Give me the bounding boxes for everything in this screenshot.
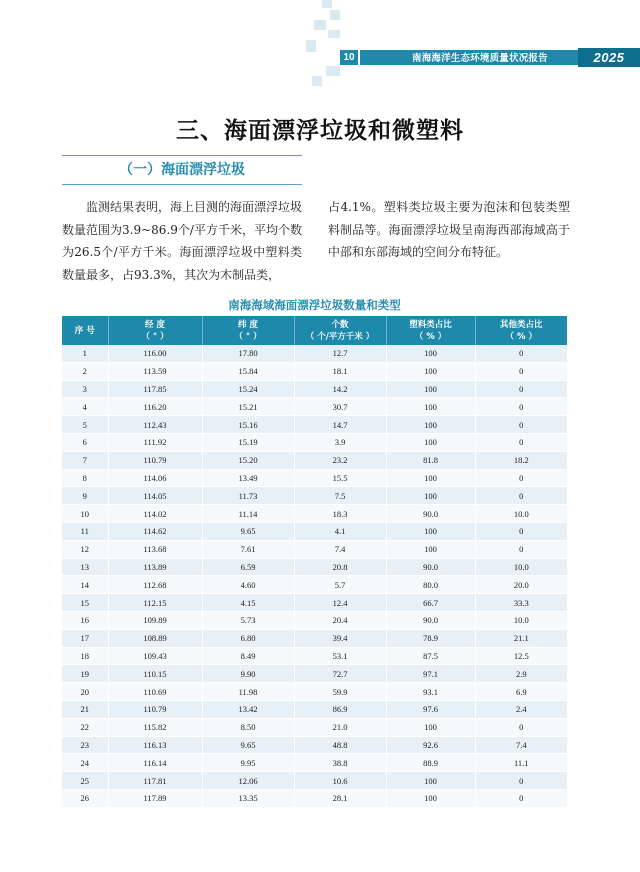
table-cell: 5.73	[202, 611, 294, 629]
column-header	[202, 316, 294, 345]
table-cell: 92.6	[386, 736, 475, 754]
table-cell: 100	[386, 522, 475, 540]
table-cell: 113.68	[108, 540, 202, 558]
table-cell: 111.92	[108, 433, 202, 451]
column-header-label: 纬 度	[238, 319, 258, 330]
table-cell: 24	[62, 754, 108, 772]
table-cell: 0	[475, 433, 567, 451]
table-cell: 16	[62, 611, 108, 629]
table-cell: 0	[475, 718, 567, 736]
table-cell: 100	[386, 469, 475, 487]
table-cell: 21.0	[294, 718, 386, 736]
table-cell: 21	[62, 700, 108, 718]
table-cell: 15.16	[202, 416, 294, 434]
table-cell: 110.79	[108, 700, 202, 718]
table-cell: 18.1	[294, 362, 386, 380]
table-cell: 10.0	[475, 611, 567, 629]
table-cell: 2.4	[475, 700, 567, 718]
table-cell: 12.4	[294, 594, 386, 612]
table-cell: 8	[62, 469, 108, 487]
table-cell: 9.65	[202, 736, 294, 754]
table-cell: 7.5	[294, 487, 386, 505]
table-cell: 12.5	[475, 647, 567, 665]
table-row	[62, 576, 567, 594]
table-cell: 97.6	[386, 700, 475, 718]
table-cell: 9.95	[202, 754, 294, 772]
table-cell: 86.9	[294, 700, 386, 718]
column-header-label: 个数	[331, 319, 349, 330]
debris-table	[62, 316, 567, 808]
table-cell: 90.0	[386, 558, 475, 576]
table-cell: 6.9	[475, 683, 567, 701]
table-cell: 108.89	[108, 629, 202, 647]
column-header-unit: （ ° ）	[234, 331, 262, 342]
table-cell: 78.9	[386, 629, 475, 647]
table-cell: 12.06	[202, 772, 294, 790]
table-cell: 26	[62, 789, 108, 807]
column-header-unit: （ % ）	[505, 331, 537, 342]
table-cell: 8.49	[202, 647, 294, 665]
table-cell: 116.20	[108, 398, 202, 416]
table-cell: 2	[62, 362, 108, 380]
table-cell: 15.21	[202, 398, 294, 416]
table-cell: 114.02	[108, 505, 202, 523]
table-cell: 88.9	[386, 754, 475, 772]
section-title: （一）海面漂浮垃圾	[119, 162, 245, 178]
table-cell: 4.60	[202, 576, 294, 594]
table-cell: 15.84	[202, 362, 294, 380]
table-cell: 8.50	[202, 718, 294, 736]
table-cell: 112.15	[108, 594, 202, 612]
table-row	[62, 736, 567, 754]
table-cell: 14.7	[294, 416, 386, 434]
table-row	[62, 558, 567, 576]
table-cell: 15	[62, 594, 108, 612]
table-cell: 0	[475, 398, 567, 416]
table-cell: 100	[386, 380, 475, 398]
table-cell: 13.35	[202, 789, 294, 807]
table-cell: 11.1	[475, 754, 567, 772]
table-cell: 116.00	[108, 345, 202, 362]
table-cell: 13	[62, 558, 108, 576]
table-cell: 7.61	[202, 540, 294, 558]
column-header-unit: （ ° ）	[141, 331, 169, 342]
table-cell: 116.14	[108, 754, 202, 772]
table-cell: 100	[386, 362, 475, 380]
table-cell: 12	[62, 540, 108, 558]
table-cell: 100	[386, 772, 475, 790]
table-header-row	[62, 316, 567, 345]
table-cell: 100	[386, 433, 475, 451]
table-cell: 28.1	[294, 789, 386, 807]
table-cell: 90.0	[386, 505, 475, 523]
table-cell: 0	[475, 772, 567, 790]
table-cell: 3	[62, 380, 108, 398]
table-cell: 6.59	[202, 558, 294, 576]
table-cell: 113.89	[108, 558, 202, 576]
table-cell: 0	[475, 487, 567, 505]
table-cell: 100	[386, 789, 475, 807]
table-cell: 10.0	[475, 505, 567, 523]
table-cell: 0	[475, 789, 567, 807]
table-cell: 100	[386, 540, 475, 558]
report-title: 南海海洋生态环境质量状况报告	[412, 53, 548, 64]
table-row	[62, 647, 567, 665]
table-cell: 14.2	[294, 380, 386, 398]
page-number: 10	[340, 50, 358, 65]
table-cell: 0	[475, 362, 567, 380]
table-cell: 97.1	[386, 665, 475, 683]
table-cell: 4	[62, 398, 108, 416]
body-paragraph-right: 占4.1%。塑料类垃圾主要为泡沫和包装类塑料制品等。海面漂浮垃圾呈南海西部海域高于中部和东部海域的空间分布特征。	[328, 200, 570, 259]
table-cell: 80.0	[386, 576, 475, 594]
table-title: 南海海域海面漂浮垃圾数量和类型	[228, 298, 401, 312]
table-cell: 0	[475, 380, 567, 398]
table-cell: 18	[62, 647, 108, 665]
table-cell: 13.42	[202, 700, 294, 718]
table-cell: 109.89	[108, 611, 202, 629]
table-row	[62, 629, 567, 647]
table-body	[62, 345, 567, 807]
table-cell: 11.98	[202, 683, 294, 701]
table-cell: 114.62	[108, 522, 202, 540]
table-cell: 21.1	[475, 629, 567, 647]
table-cell: 18.2	[475, 451, 567, 469]
table-cell: 0	[475, 416, 567, 434]
table-cell: 18.3	[294, 505, 386, 523]
table-cell: 9.90	[202, 665, 294, 683]
table-row	[62, 380, 567, 398]
table-cell: 15.20	[202, 451, 294, 469]
table-cell: 114.05	[108, 487, 202, 505]
table-cell: 66.7	[386, 594, 475, 612]
table-cell: 112.68	[108, 576, 202, 594]
table-cell: 110.79	[108, 451, 202, 469]
chapter-title: 三、海面漂浮垃圾和微塑料	[176, 118, 464, 144]
table-cell: 109.43	[108, 647, 202, 665]
column-header-label: 经 度	[145, 319, 165, 330]
table-cell: 30.7	[294, 398, 386, 416]
column-header	[386, 316, 475, 345]
table-cell: 4.1	[294, 522, 386, 540]
table-cell: 100	[386, 398, 475, 416]
table-cell: 14	[62, 576, 108, 594]
table-cell: 9	[62, 487, 108, 505]
table-row	[62, 522, 567, 540]
table-cell: 10.6	[294, 772, 386, 790]
table-cell: 15.5	[294, 469, 386, 487]
table-cell: 10	[62, 505, 108, 523]
table-row	[62, 540, 567, 558]
table-cell: 33.3	[475, 594, 567, 612]
table-row	[62, 789, 567, 807]
table-row	[62, 416, 567, 434]
table-row	[62, 398, 567, 416]
header-decoration	[300, 0, 340, 86]
table-cell: 11	[62, 522, 108, 540]
column-header-unit: （ % ）	[414, 331, 447, 342]
table-cell: 6.80	[202, 629, 294, 647]
column-header	[62, 316, 108, 345]
table-cell: 0	[475, 345, 567, 362]
table-cell: 117.85	[108, 380, 202, 398]
body-paragraph-left: 监测结果表明，海上目测的海面漂浮垃圾数量范围为3.9~86.9个/平方千米，平均个数为26.5个/平方千米。海面漂浮垃圾中塑料类数量最多，占93.3%，其次为木制品类，	[62, 200, 303, 282]
table-cell: 7	[62, 451, 108, 469]
table-cell: 117.81	[108, 772, 202, 790]
table-row	[62, 772, 567, 790]
column-header-label: 塑料类占比	[409, 319, 452, 330]
table-cell: 110.69	[108, 683, 202, 701]
column-header	[108, 316, 202, 345]
table-cell: 7.4	[294, 540, 386, 558]
table-cell: 1	[62, 345, 108, 362]
column-header	[294, 316, 386, 345]
table-cell: 9.65	[202, 522, 294, 540]
table-row	[62, 362, 567, 380]
table-cell: 100	[386, 487, 475, 505]
table-cell: 100	[386, 345, 475, 362]
table-cell: 112.43	[108, 416, 202, 434]
table-cell: 7.4	[475, 736, 567, 754]
table-cell: 4.15	[202, 594, 294, 612]
table-cell: 6	[62, 433, 108, 451]
table-cell: 23.2	[294, 451, 386, 469]
table-cell: 116.13	[108, 736, 202, 754]
table-cell: 59.9	[294, 683, 386, 701]
table-cell: 11.73	[202, 487, 294, 505]
table-cell: 0	[475, 540, 567, 558]
table-cell: 114.06	[108, 469, 202, 487]
table-cell: 90.0	[386, 611, 475, 629]
column-header	[475, 316, 567, 345]
table-cell: 53.1	[294, 647, 386, 665]
table-cell: 72.7	[294, 665, 386, 683]
table-cell: 38.8	[294, 754, 386, 772]
table-row	[62, 665, 567, 683]
table-cell: 23	[62, 736, 108, 754]
table-cell: 0	[475, 522, 567, 540]
table-cell: 20	[62, 683, 108, 701]
table-cell: 19	[62, 665, 108, 683]
table-row	[62, 594, 567, 612]
table-cell: 93.1	[386, 683, 475, 701]
table-row	[62, 451, 567, 469]
table-row	[62, 345, 567, 362]
table-cell: 20.4	[294, 611, 386, 629]
table-row	[62, 700, 567, 718]
section-divider-bottom	[62, 184, 302, 185]
table-row	[62, 469, 567, 487]
table-cell: 13.49	[202, 469, 294, 487]
column-header-label: 序 号	[74, 325, 95, 336]
table-cell: 10.0	[475, 558, 567, 576]
table-cell: 117.89	[108, 789, 202, 807]
table-cell: 15.24	[202, 380, 294, 398]
table-cell: 15.19	[202, 433, 294, 451]
table-cell: 0	[475, 469, 567, 487]
column-header-unit: （ 个/平方千米 ）	[305, 331, 375, 342]
table-cell: 48.8	[294, 736, 386, 754]
table-cell: 5.7	[294, 576, 386, 594]
table-cell: 115.82	[108, 718, 202, 736]
table-cell: 2.9	[475, 665, 567, 683]
table-row	[62, 611, 567, 629]
column-header-label: 其他类占比	[499, 319, 543, 330]
table-cell: 20.8	[294, 558, 386, 576]
report-year: 2025	[578, 48, 640, 67]
table-row	[62, 433, 567, 451]
table-row	[62, 683, 567, 701]
table-row	[62, 505, 567, 523]
table-cell: 12.7	[294, 345, 386, 362]
table-cell: 17	[62, 629, 108, 647]
table-cell: 22	[62, 718, 108, 736]
table-cell: 17.80	[202, 345, 294, 362]
table-row	[62, 487, 567, 505]
table-cell: 3.9	[294, 433, 386, 451]
table-cell: 100	[386, 416, 475, 434]
table-row	[62, 718, 567, 736]
table-cell: 20.0	[475, 576, 567, 594]
table-cell: 39.4	[294, 629, 386, 647]
table-row	[62, 754, 567, 772]
table-cell: 110.15	[108, 665, 202, 683]
table-cell: 87.5	[386, 647, 475, 665]
table-cell: 81.8	[386, 451, 475, 469]
section-divider-top	[62, 155, 302, 156]
table-cell: 11.14	[202, 505, 294, 523]
table-cell: 113.59	[108, 362, 202, 380]
table-cell: 100	[386, 718, 475, 736]
table-cell: 25	[62, 772, 108, 790]
table-cell: 5	[62, 416, 108, 434]
